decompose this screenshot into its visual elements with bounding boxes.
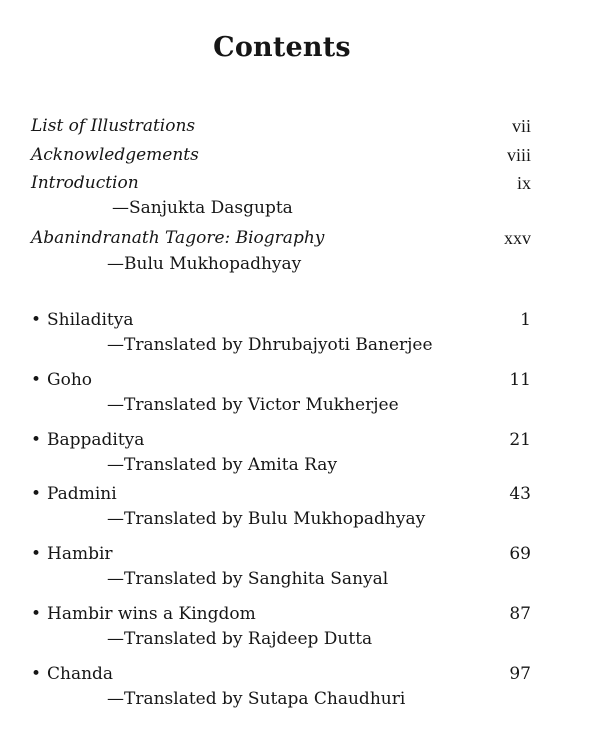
- toc-chapter-translator: —Translated by Rajdeep Dutta: [107, 629, 373, 649]
- toc-entry-page: ix: [516, 173, 531, 193]
- bullet-icon: •: [31, 484, 42, 504]
- toc-chapter-title: Chanda: [47, 664, 114, 684]
- toc-chapter-shiladitya[interactable]: [31, 309, 531, 331]
- toc-chapter-page: 21: [509, 430, 531, 450]
- toc-chapter-goho[interactable]: [31, 369, 531, 391]
- bullet-icon: •: [31, 430, 42, 450]
- bullet-icon: •: [31, 604, 42, 624]
- toc-chapter-bappaditya[interactable]: [31, 429, 531, 451]
- toc-entry-label: List of Illustrations: [31, 116, 196, 136]
- toc-chapter-padmini[interactable]: [31, 483, 531, 505]
- toc-entry-acknowledgements[interactable]: [31, 144, 531, 166]
- bullet-icon: •: [31, 310, 42, 330]
- toc-chapter-translator: —Translated by Victor Mukherjee: [107, 395, 399, 415]
- toc-entry-page: xxv: [504, 228, 531, 248]
- toc-chapter-title: Hambir wins a Kingdom: [47, 604, 256, 624]
- toc-entry-label: Abanindranath Tagore: Biography: [31, 228, 325, 248]
- toc-chapter-page: 97: [509, 664, 531, 684]
- toc-chapter-page: 69: [509, 544, 531, 564]
- page-title: Contents: [213, 32, 351, 63]
- toc-chapter-translator: —Translated by Amita Ray: [107, 455, 338, 475]
- toc-chapter-title: Hambir: [47, 544, 113, 564]
- bullet-icon: •: [31, 664, 42, 684]
- bullet-icon: •: [31, 544, 42, 564]
- toc-chapter-hambir-wins-a-kingdom[interactable]: [31, 603, 531, 625]
- toc-chapter-translator: —Translated by Dhrubajyoti Banerjee: [107, 335, 433, 355]
- toc-entry-label: Introduction: [31, 173, 139, 193]
- toc-chapter-page: 1: [520, 310, 531, 330]
- toc-chapter-translator: —Translated by Bulu Mukhopadhyay: [107, 509, 426, 529]
- toc-entry-page: vii: [511, 116, 531, 136]
- toc-chapter-page: 87: [509, 604, 531, 624]
- toc-entry-introduction[interactable]: [31, 172, 531, 194]
- toc-chapter-title: Padmini: [47, 484, 117, 504]
- toc-entry-page: viii: [506, 145, 531, 165]
- toc-chapter-title: Bappaditya: [47, 430, 145, 450]
- toc-chapter-title: Shiladitya: [47, 310, 134, 330]
- toc-chapter-page: 11: [509, 370, 531, 390]
- toc-entry-label: Acknowledgements: [31, 145, 199, 165]
- toc-chapter-chanda[interactable]: [31, 663, 531, 685]
- toc-chapter-translator: —Translated by Sutapa Chaudhuri: [107, 689, 406, 709]
- toc-chapter-title: Goho: [47, 370, 92, 390]
- toc-entry-biography[interactable]: [31, 227, 531, 249]
- bullet-icon: •: [31, 370, 42, 390]
- toc-entry-byline: —Sanjukta Dasgupta: [112, 198, 293, 218]
- toc-chapter-hambir[interactable]: [31, 543, 531, 565]
- toc-chapter-translator: —Translated by Sanghita Sanyal: [107, 569, 389, 589]
- toc-entry-byline: —Bulu Mukhopadhyay: [107, 254, 302, 274]
- toc-chapter-page: 43: [509, 484, 531, 504]
- toc-entry-list-of-illustrations[interactable]: [31, 115, 531, 137]
